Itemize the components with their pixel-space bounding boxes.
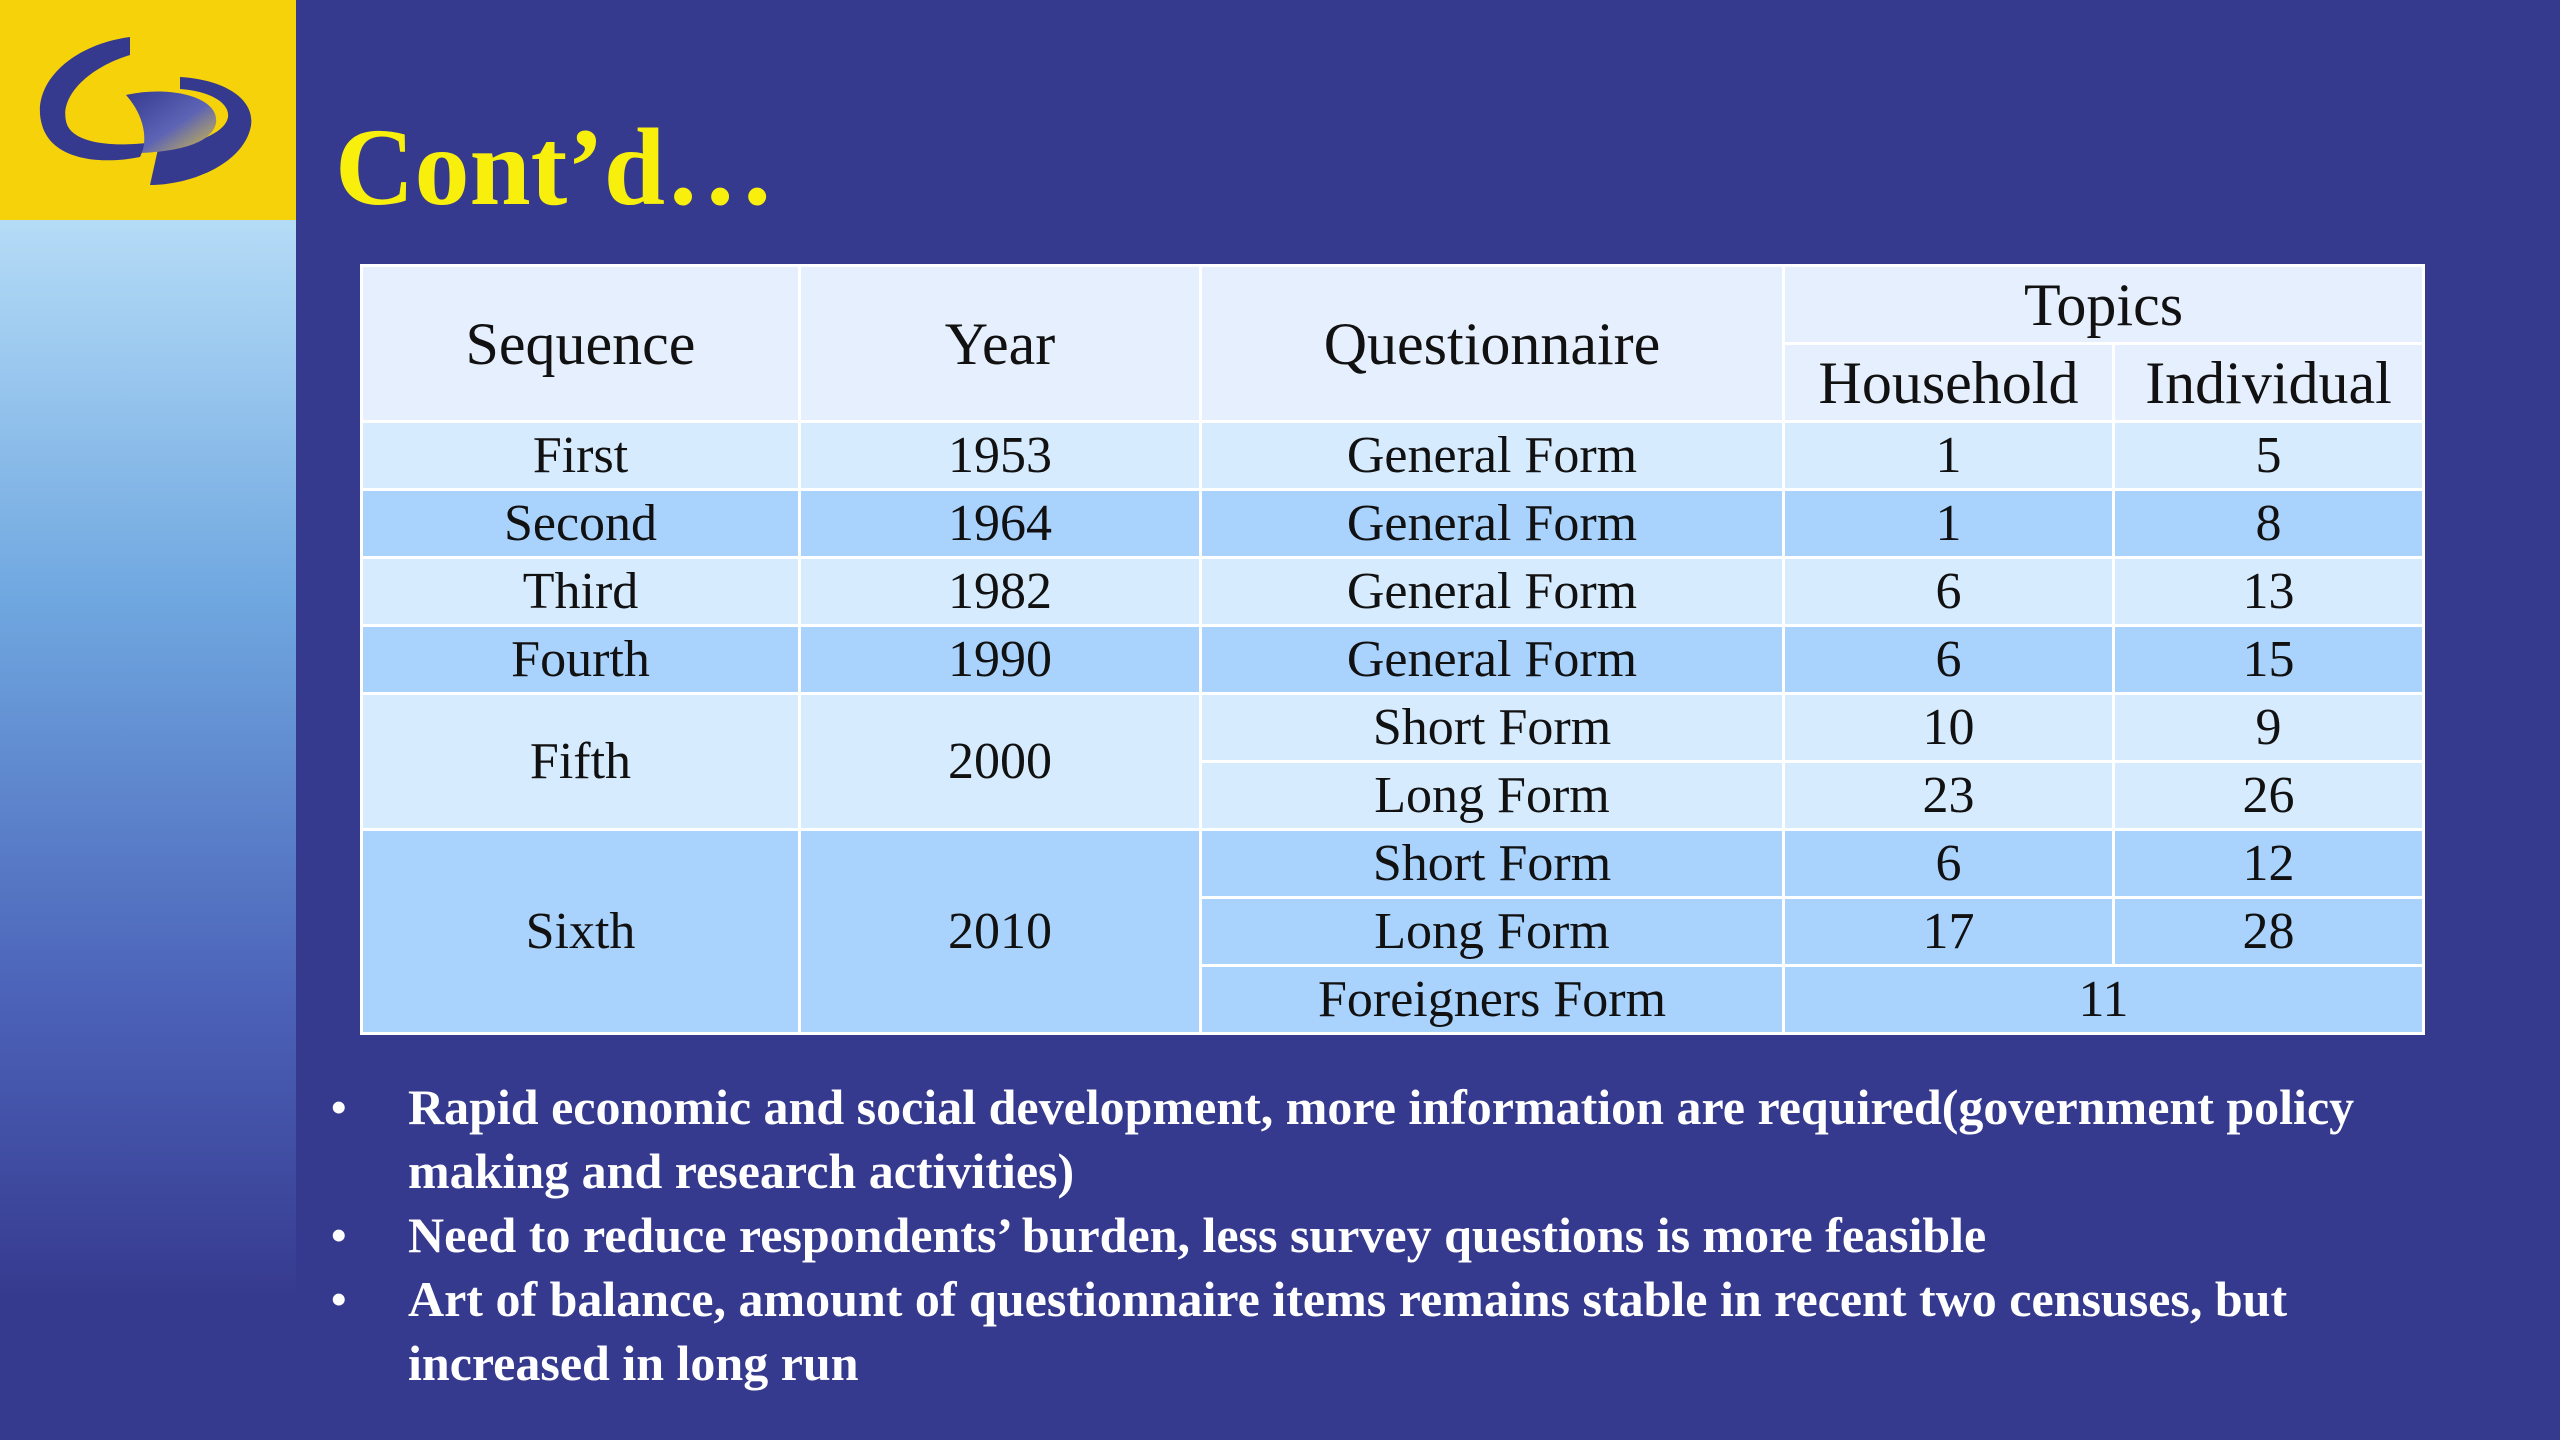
bullet-text: Rapid economic and social development, more information are required(government policy making and research activities) (408, 1079, 2355, 1199)
bullet-symbol: • (330, 1207, 348, 1263)
cell-individual: 28 (2114, 898, 2424, 966)
cell-individual: 26 (2114, 762, 2424, 830)
cell-year: 1990 (800, 626, 1201, 694)
cell-household: 1 (1784, 422, 2114, 490)
bullet-item (330, 1267, 2430, 1395)
cell-individual: 5 (2114, 422, 2424, 490)
cell-year: 2000 (800, 694, 1201, 830)
cell-questionnaire: General Form (1201, 626, 1784, 694)
cell-year: 1982 (800, 558, 1201, 626)
cell-year: 2010 (800, 830, 1201, 1034)
header-individual: Individual (2114, 344, 2424, 422)
bullet-text: Need to reduce respondents’ burden, less survey questions is more feasible (408, 1207, 1987, 1263)
table-row (362, 490, 2424, 558)
cell-questionnaire: General Form (1201, 422, 1784, 490)
table-row (362, 626, 2424, 694)
cell-individual: 8 (2114, 490, 2424, 558)
cell-household: 10 (1784, 694, 2114, 762)
logo-box (0, 0, 296, 220)
cell-questionnaire: Short Form (1201, 830, 1784, 898)
header-sequence: Sequence (362, 266, 800, 422)
cell-sequence: Third (362, 558, 800, 626)
header-questionnaire: Questionnaire (1201, 266, 1784, 422)
table-row (362, 830, 2424, 898)
cell-sequence: Fifth (362, 694, 800, 830)
header-household: Household (1784, 344, 2114, 422)
cell-sequence: Sixth (362, 830, 800, 1034)
cell-household: 6 (1784, 558, 2114, 626)
cell-questionnaire: Long Form (1201, 762, 1784, 830)
cell-household: 17 (1784, 898, 2114, 966)
cell-combined-topics: 11 (1784, 966, 2424, 1034)
cell-household: 6 (1784, 626, 2114, 694)
logo-icon (30, 25, 260, 195)
cell-individual: 15 (2114, 626, 2424, 694)
cell-year: 1964 (800, 490, 1201, 558)
cell-sequence: First (362, 422, 800, 490)
bullet-list (330, 1075, 2430, 1395)
bullet-symbol: • (330, 1271, 348, 1327)
cell-questionnaire: Foreigners Form (1201, 966, 1784, 1034)
bullet-item (330, 1075, 2430, 1203)
cell-household: 23 (1784, 762, 2114, 830)
cell-questionnaire: Short Form (1201, 694, 1784, 762)
cell-year: 1953 (800, 422, 1201, 490)
table-row (362, 558, 2424, 626)
census-table (360, 264, 2425, 1035)
cell-questionnaire: General Form (1201, 490, 1784, 558)
cell-individual: 13 (2114, 558, 2424, 626)
slide-title: Cont’d… (335, 106, 776, 228)
header-year: Year (800, 266, 1201, 422)
bullet-text: Art of balance, amount of questionnaire items remains stable in recent two censuses, but increased in long run (408, 1271, 2288, 1391)
table-row (362, 694, 2424, 762)
cell-individual: 9 (2114, 694, 2424, 762)
cell-questionnaire: Long Form (1201, 898, 1784, 966)
cell-household: 6 (1784, 830, 2114, 898)
cell-sequence: Fourth (362, 626, 800, 694)
bullet-symbol: • (330, 1079, 348, 1135)
cell-sequence: Second (362, 490, 800, 558)
cell-household: 1 (1784, 490, 2114, 558)
cell-individual: 12 (2114, 830, 2424, 898)
cell-questionnaire: General Form (1201, 558, 1784, 626)
bullet-item (330, 1203, 2430, 1267)
table-row (362, 422, 2424, 490)
header-topics: Topics (1784, 266, 2424, 344)
